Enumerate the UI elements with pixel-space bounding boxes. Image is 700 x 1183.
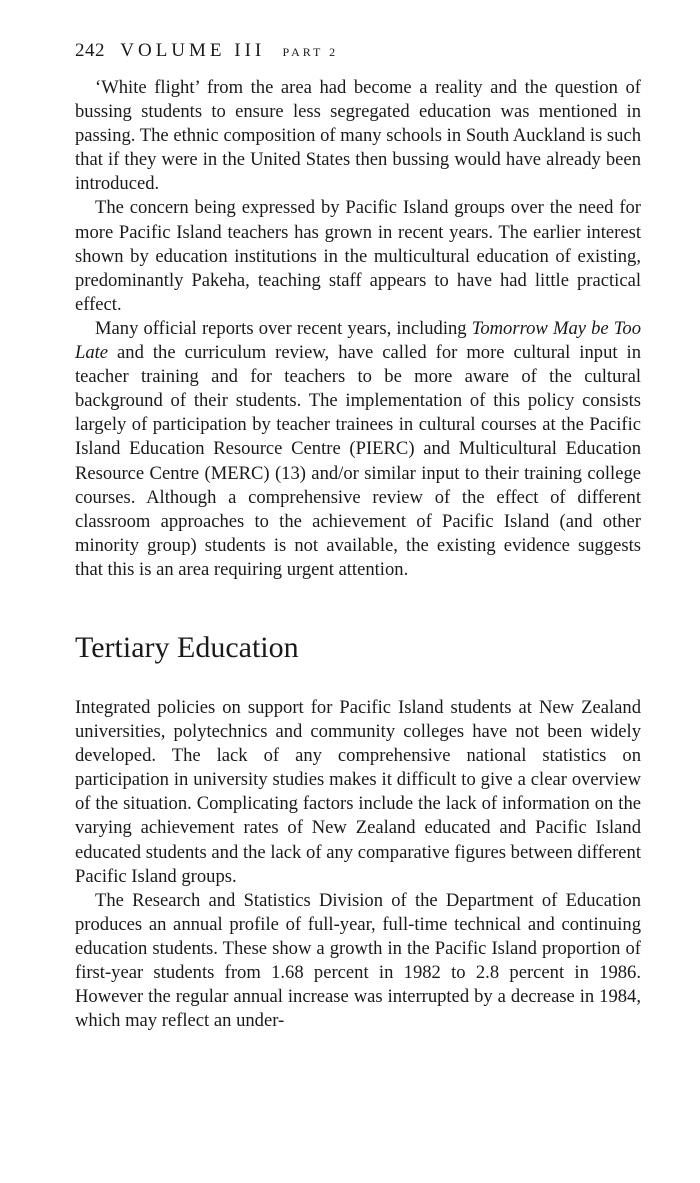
paragraph [75, 317, 641, 582]
running-head [75, 40, 641, 66]
paragraph-text: Many official reports over recent years, including [95, 317, 472, 339]
report-title: Tomorrow May be Too Late [75, 317, 641, 364]
page-number: 242 [75, 40, 105, 61]
paragraph-text: and the curriculum review, have called for more cultural input in teacher training and for teachers to be more aware of the cultural background of their students. The implementation of this policy consists largely of participation by teacher trainees in cultural courses at the Pacific Island Education Resource Centre (PIERC) and Multicultural Education Resource Centre (MERC) (13) and/or similar input to their training college courses. Although a comprehensive review of the effect of different classroom approaches to the achievement of Pacific Island (and other minority group) students is not available, the existing evidence suggests that this is an area requiring urgent attention. [75, 342, 641, 580]
paragraph: The Research and Statistics Division of the Department of Education produces an annual profile of full-year, full-time technical and continuing education students. These show a growth in the Pacific Island proportion of first-year students from 1.68 percent in 1982 to 2.8 percent in 1986. However the regular annual increase was interrupted by a decrease in 1984, which may reflect an under- [75, 889, 641, 1032]
paragraph: The concern being expressed by Pacific Island groups over the need for more Pacific Island teachers has grown in recent years. The earlier interest shown by education institutions in the multicultural education of existing, predominantly Pakeha, teaching staff appears to have had little practical effect. [75, 197, 641, 315]
book-page [75, 40, 641, 1033]
part-label: PART 2 [282, 45, 339, 59]
section-heading: Tertiary Education [75, 630, 299, 664]
paragraph: Integrated policies on support for Pacific Island students at New Zealand universities, polytechnics and community colleges have not been widely developed. The lack of any comprehensive national statistics on participation in university studies makes it difficult to give a clear overview of the situation. Complicating factors include the lack of information on the varying achievement rates of New Zealand educated and Pacific Island educated students and the lack of any comparative figures between different Pacific Island groups. [75, 696, 641, 887]
paragraph: ‘White flight’ from the area had become a reality and the question of bussing students to ensure less segregated education was mentioned in passing. The ethnic composition of many schools in South Auckland is such that if they were in the United States then bussing would have already been introduced. [75, 77, 641, 195]
volume-label: VOLUME III [120, 40, 266, 61]
